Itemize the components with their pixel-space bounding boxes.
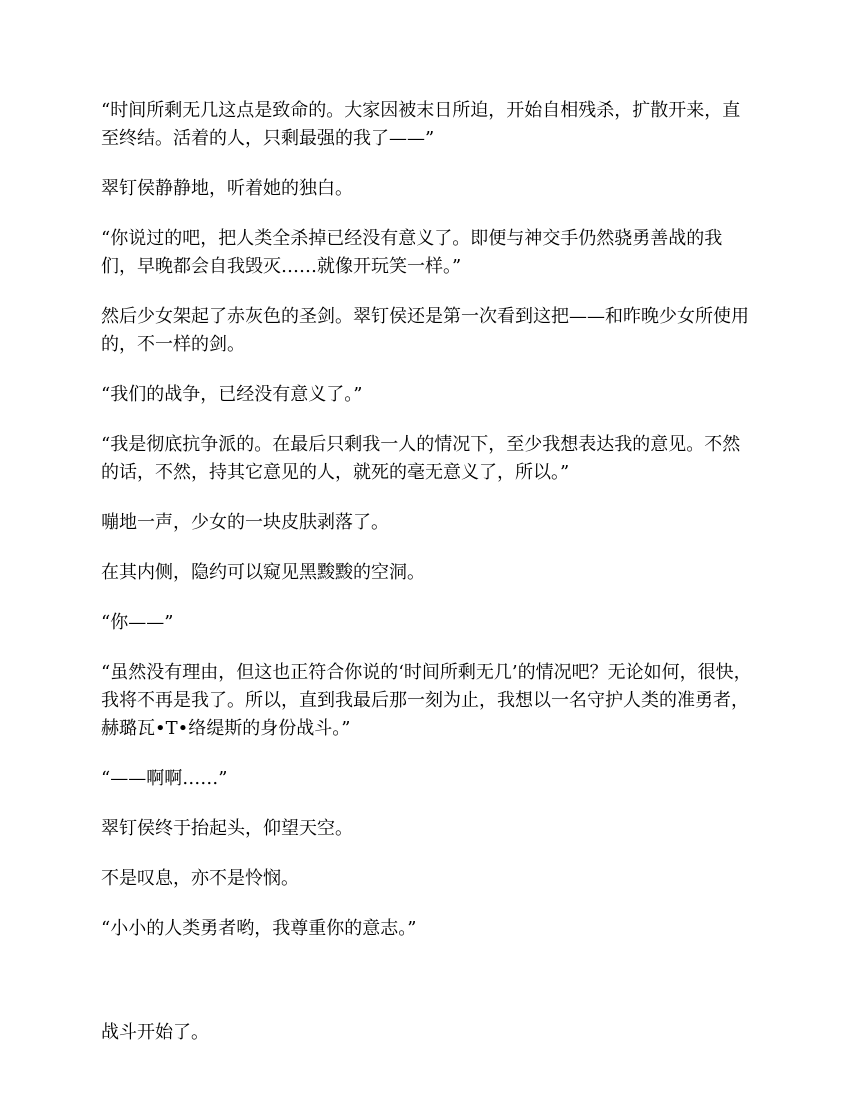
paragraph: 嘣地一声，少女的一块皮肤剥落了。: [101, 512, 389, 533]
paragraph: “我是彻底抗争派的。在最后只剩我一人的情况下，至少我想表达我的意见。不然的话，不然，持其它意见的人，就死的毫无意义了，所以。”: [101, 434, 741, 483]
paragraph: “你——”: [101, 612, 174, 633]
paragraph: 在其内侧，隐约可以窥见黑黢黢的空洞。: [101, 562, 425, 583]
paragraph: “——啊啊……”: [101, 768, 228, 789]
paragraph: 翠钉侯终于抬起头，仰望天空。: [101, 818, 353, 839]
blank-space: [101, 965, 753, 1019]
paragraph: “你说过的吧，把人类全杀掉已经没有意义了。即便与神交手仍然骁勇善战的我们，早晚都会自我毁灭……就像开玩笑一样。”: [101, 228, 723, 277]
paragraph: “小小的人类勇者哟，我尊重你的意志。”: [101, 918, 417, 939]
paragraph: “虽然没有理由，但这也正符合你说的‘时间所剩无几’的情况吧？无论如何，很快，我将不再是我了。所以，直到我最后那一刻为止，我想以一名守护人类的准勇者，赫璐瓦•T•络缇斯的身份战斗。”: [101, 662, 752, 739]
paragraph: 然后少女架起了赤灰色的圣剑。翠钉侯还是第一次看到这把——和昨晚少女所使用的，不一样的剑。: [101, 306, 749, 355]
paragraph: 翠钉侯静静地，听着她的独白。: [101, 178, 353, 199]
paragraph: 不是叹息，亦不是怜悯。: [101, 868, 299, 889]
document-body: [101, 97, 753, 1069]
paragraph: 战斗开始了。: [101, 1022, 209, 1043]
paragraph: “我们的战争，已经没有意义了。”: [101, 384, 363, 405]
paragraph: “时间所剩无几这点是致命的。大家因被末日所迫，开始自相残杀，扩散开来，直至终结。活着的人，只剩最强的我了——”: [101, 100, 741, 149]
